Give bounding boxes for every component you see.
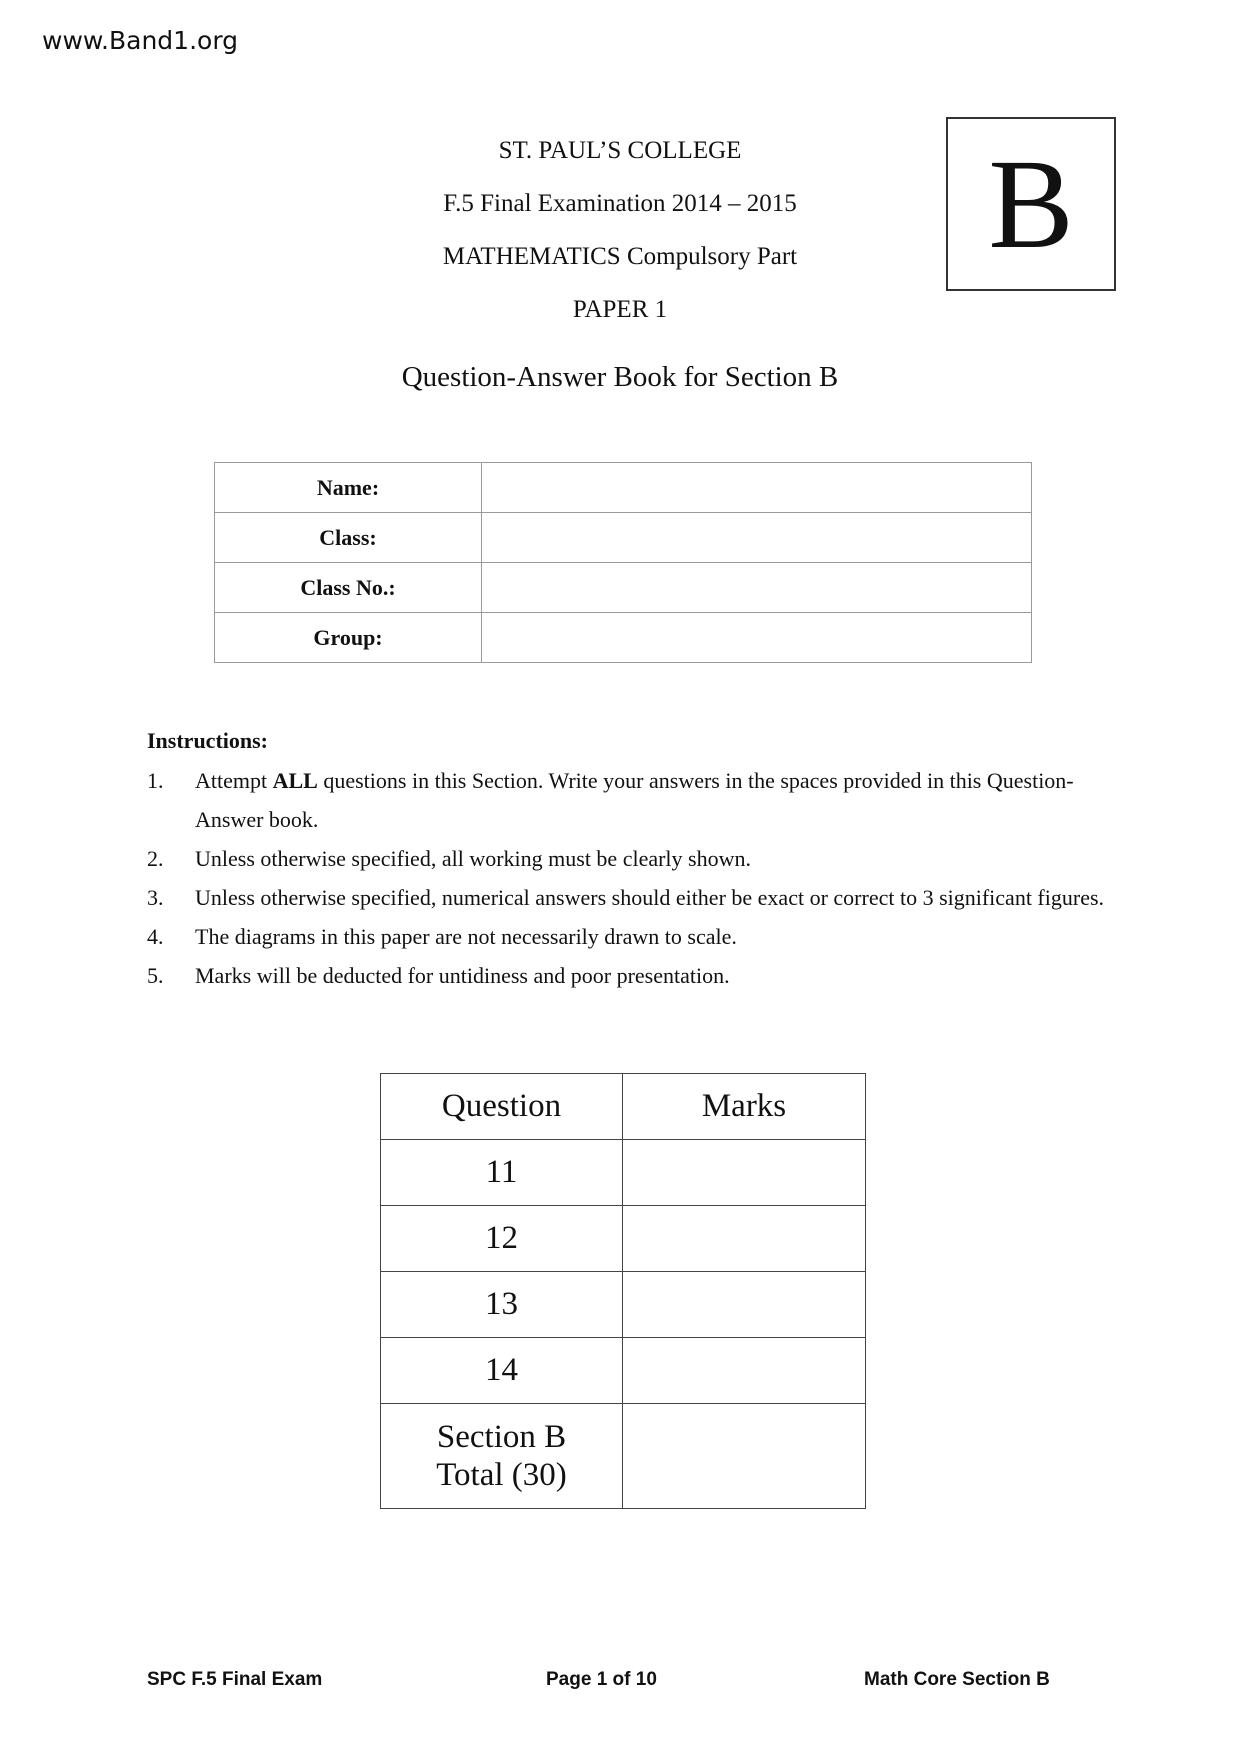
instruction-text: The diagrams in this paper are not necessarily drawn to scale. xyxy=(195,924,737,949)
instruction-number: 4. xyxy=(147,924,164,949)
column-header-question: Question xyxy=(381,1074,623,1140)
class-field[interactable] xyxy=(482,513,1032,563)
instruction-number: 1. xyxy=(147,768,164,793)
table-row xyxy=(381,1206,866,1272)
info-row-group xyxy=(215,613,1032,663)
instructions-title: Instructions: xyxy=(147,728,269,753)
question-number: 13 xyxy=(381,1272,623,1338)
table-row xyxy=(381,1272,866,1338)
total-label-line1: Section B xyxy=(436,1419,567,1455)
watermark: www.Band1.org xyxy=(42,26,239,55)
instruction-text xyxy=(195,761,1107,839)
column-header-marks: Marks xyxy=(623,1074,866,1140)
total-label-line2: Total (30) xyxy=(436,1457,567,1493)
question-number: 11 xyxy=(381,1140,623,1206)
group-field[interactable] xyxy=(482,613,1032,663)
instruction-text-bold: ALL xyxy=(272,768,318,793)
instruction-text: Marks will be deducted for untidiness and poor presentation. xyxy=(195,963,730,988)
section-letter: B xyxy=(988,133,1074,275)
name-field[interactable] xyxy=(482,463,1032,513)
marks-cell[interactable] xyxy=(623,1272,866,1338)
instruction-item xyxy=(147,878,1107,917)
table-row xyxy=(381,1338,866,1404)
class-no-field[interactable] xyxy=(482,563,1032,613)
instruction-item xyxy=(147,956,1107,995)
instruction-item xyxy=(147,917,1107,956)
footer-right: Math Core Section B xyxy=(864,1669,1050,1690)
info-label: Group: xyxy=(215,613,482,663)
book-subtitle: Question-Answer Book for Section B xyxy=(401,361,839,393)
instruction-text: Unless otherwise specified, all working must be clearly shown. xyxy=(195,846,751,871)
footer-left: SPC F.5 Final Exam xyxy=(147,1669,323,1690)
info-row-class-no xyxy=(215,563,1032,613)
marks-table xyxy=(380,1073,866,1509)
paper-number: PAPER 1 xyxy=(572,296,668,323)
instruction-text-post: questions in this Section. Write your answers in the spaces provided in this Question-Answer book. xyxy=(195,768,1074,832)
instruction-number: 3. xyxy=(147,885,164,910)
section-letter-box xyxy=(946,117,1116,291)
page-number: Page 1 of 10 xyxy=(546,1669,657,1690)
info-row-class xyxy=(215,513,1032,563)
instructions xyxy=(147,728,1107,995)
table-row xyxy=(381,1140,866,1206)
info-label: Class No.: xyxy=(215,563,482,613)
instruction-number: 5. xyxy=(147,963,164,988)
total-marks-cell[interactable] xyxy=(623,1404,866,1509)
instruction-number: 2. xyxy=(147,846,164,871)
instruction-item xyxy=(147,839,1107,878)
marks-cell[interactable] xyxy=(623,1140,866,1206)
question-number: 12 xyxy=(381,1206,623,1272)
question-number: 14 xyxy=(381,1338,623,1404)
info-label: Class: xyxy=(215,513,482,563)
exam-title: F.5 Final Examination 2014 – 2015 xyxy=(443,190,797,217)
instruction-item xyxy=(147,761,1107,839)
instruction-text: Unless otherwise specified, numerical answers should either be exact or correct to 3 significant figures. xyxy=(195,885,1105,910)
school-name: ST. PAUL’S COLLEGE xyxy=(498,137,742,164)
instruction-text-pre: Attempt xyxy=(195,768,273,793)
marks-header-row xyxy=(381,1074,866,1140)
total-label xyxy=(381,1404,623,1509)
marks-cell[interactable] xyxy=(623,1206,866,1272)
subject-title: MATHEMATICS Compulsory Part xyxy=(442,243,798,270)
info-row-name xyxy=(215,463,1032,513)
student-info-table xyxy=(214,462,1032,663)
marks-cell[interactable] xyxy=(623,1338,866,1404)
info-label: Name: xyxy=(215,463,482,513)
total-row xyxy=(381,1404,866,1509)
